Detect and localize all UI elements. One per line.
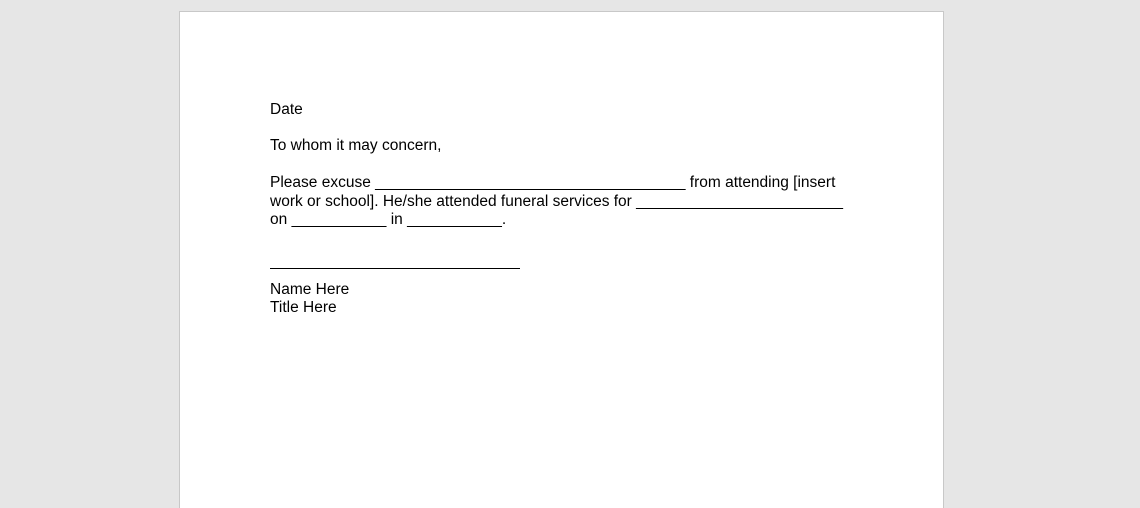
body-text-part-3: on	[270, 211, 292, 228]
letter-body	[270, 174, 862, 230]
letter-date: Date	[270, 101, 303, 118]
signature-name: Name Here	[270, 280, 350, 298]
signature-line	[270, 268, 520, 269]
body-text-part-2: from attending [insert work or school]. He/she attended funeral services for	[270, 174, 836, 210]
letter-content	[270, 101, 870, 318]
body-text-part-4: in	[386, 211, 408, 228]
document-page	[179, 11, 944, 508]
body-text-part-5: .	[501, 211, 507, 228]
signature-title: Title Here	[270, 299, 337, 316]
blank-name-field: ____________________________________	[375, 174, 686, 191]
blank-place-field: ___________	[407, 211, 502, 228]
blank-date-field: ___________	[291, 211, 387, 228]
blank-deceased-field: ________________________	[636, 192, 844, 210]
letter-salutation: To whom it may concern,	[270, 136, 442, 154]
body-text-part-1: Please excuse	[270, 174, 376, 191]
